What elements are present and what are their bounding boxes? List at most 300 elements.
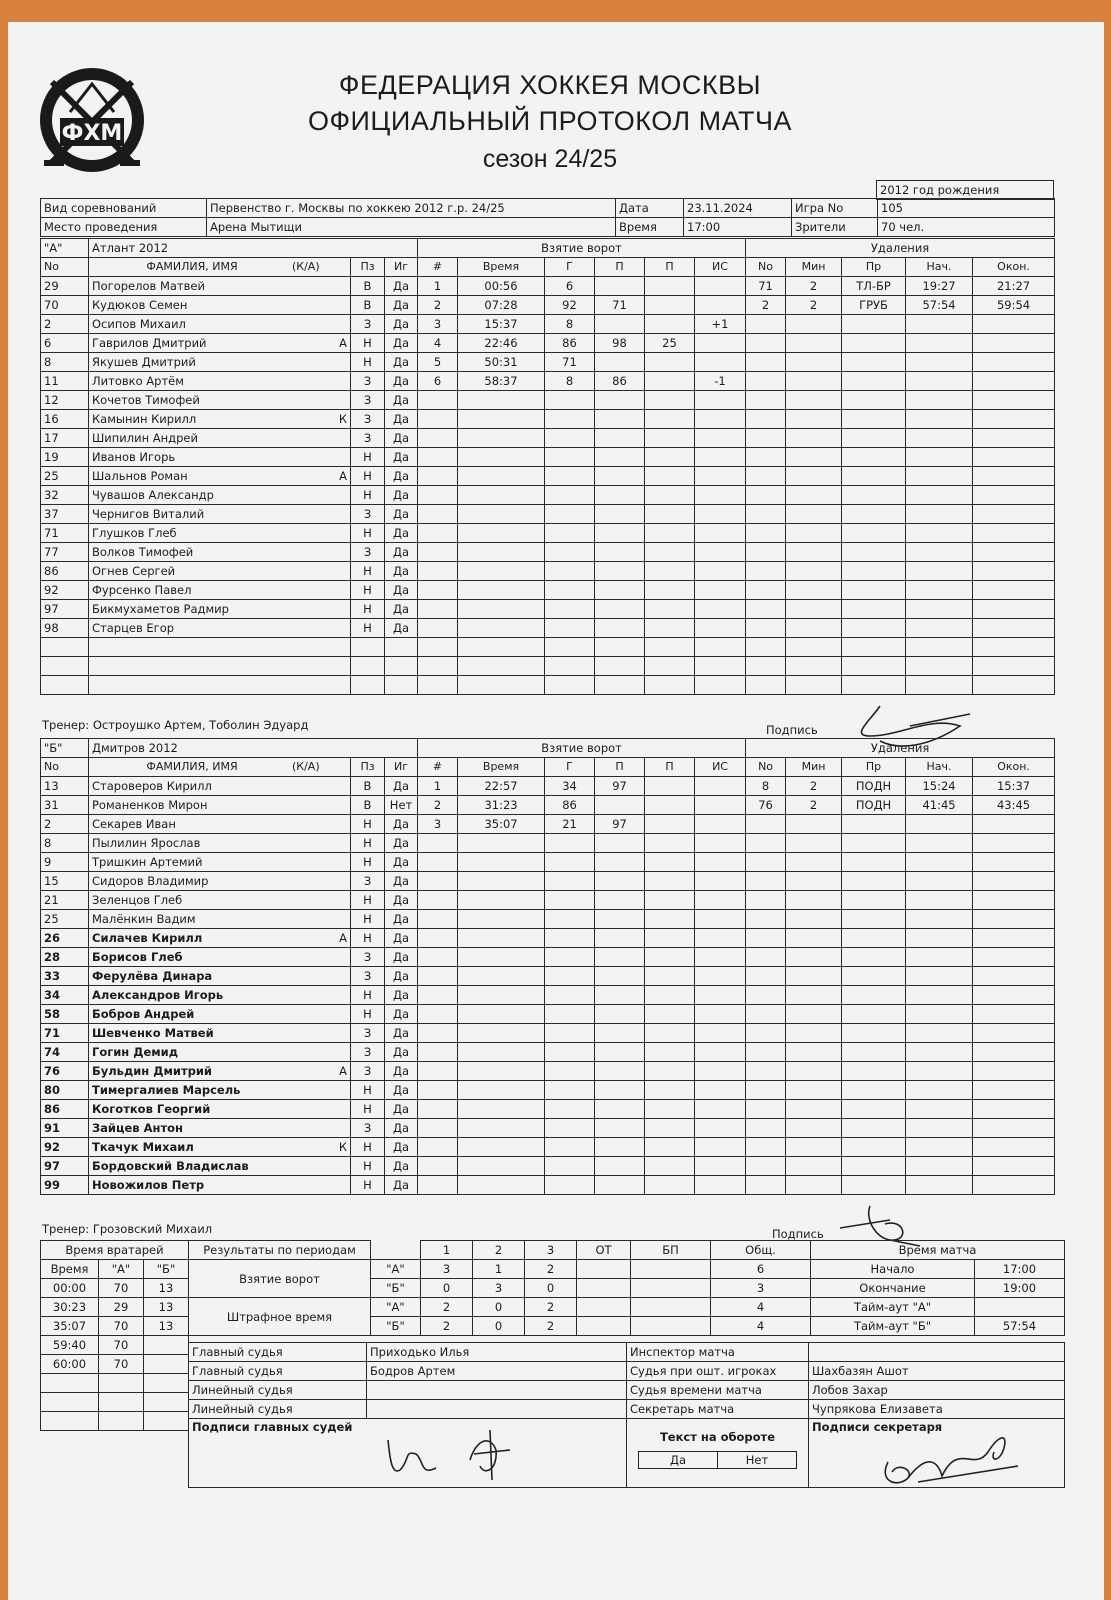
player-number: 86	[41, 1100, 89, 1119]
goal-number	[418, 834, 458, 853]
goal-time	[458, 1024, 545, 1043]
col-goal-assist1-b: П	[595, 758, 645, 777]
goal-time	[458, 1100, 545, 1119]
player-name: Фурсенко Павел	[89, 581, 351, 600]
penalty-end	[973, 619, 1055, 638]
goal-scorer	[545, 967, 595, 986]
penalty-minutes	[786, 1138, 842, 1157]
timeout-a	[975, 1298, 1065, 1317]
goal-strength	[695, 853, 746, 872]
team-b-sign-label: Подпись	[772, 1227, 824, 1241]
goal-number	[418, 467, 458, 486]
penalty-start: 19:27	[906, 277, 973, 296]
goal-assist2	[645, 505, 695, 524]
penalty-reason	[842, 334, 906, 353]
goal-assist2	[645, 353, 695, 372]
team-a-table	[40, 238, 1055, 695]
penbox: Шахбазян Ашот	[809, 1362, 1065, 1381]
player-name: Секарев Иван	[89, 815, 351, 834]
penalty-reason	[842, 676, 906, 695]
col-pen-reason: Пр	[842, 258, 906, 277]
goal-number: 2	[418, 296, 458, 315]
refs-sign-label: Подписи главных судей	[189, 1419, 627, 1488]
goal-assist1	[595, 910, 645, 929]
penalty-start	[906, 600, 973, 619]
goal-strength	[695, 929, 746, 948]
player-position: З	[351, 872, 385, 891]
penalty-reason	[842, 1062, 906, 1081]
penalty-player	[746, 1005, 786, 1024]
player-name: Зайцев Антон	[89, 1119, 351, 1138]
back-text-yes[interactable]: Да	[639, 1452, 718, 1468]
goalie-time-row	[41, 1355, 189, 1374]
penalty-start	[906, 910, 973, 929]
goal-assist1	[595, 1100, 645, 1119]
player-row	[41, 796, 1055, 815]
match-time-table	[810, 1240, 1065, 1336]
timeout-b-label: Тайм-аут "Б"	[811, 1317, 975, 1336]
penalty-minutes	[786, 1119, 842, 1138]
player-number: 25	[41, 910, 89, 929]
penalty-reason	[842, 657, 906, 676]
player-position: Н	[351, 524, 385, 543]
penalty-start	[906, 1081, 973, 1100]
goal-number: 6	[418, 372, 458, 391]
penalty-minutes	[786, 1100, 842, 1119]
goal-number	[418, 524, 458, 543]
goal-scorer	[545, 1081, 595, 1100]
player-position: Н	[351, 619, 385, 638]
penalty-start	[906, 429, 973, 448]
player-played: Да	[385, 581, 418, 600]
goal-time	[458, 505, 545, 524]
penalty-minutes	[786, 948, 842, 967]
player-played: Да	[385, 277, 418, 296]
penalty-start	[906, 410, 973, 429]
penalty-minutes	[786, 429, 842, 448]
penalty-minutes	[786, 967, 842, 986]
penalty-start	[906, 676, 973, 695]
goal-time	[458, 638, 545, 657]
player-name: Бикмухаметов Радмир	[89, 600, 351, 619]
goal-strength	[695, 657, 746, 676]
penalty-minutes	[786, 891, 842, 910]
penalty-player	[746, 1138, 786, 1157]
goal-number	[418, 448, 458, 467]
penalty-player	[746, 929, 786, 948]
player-number: 2	[41, 815, 89, 834]
referee-signatures	[380, 1420, 540, 1486]
penalty-start	[906, 486, 973, 505]
time-label: Время	[616, 218, 684, 237]
col-pen-start-b: Нач.	[906, 758, 973, 777]
player-played: Да	[385, 986, 418, 1005]
spectators: 70 чел.	[878, 218, 1055, 237]
goal-number	[418, 986, 458, 1005]
goal-scorer	[545, 676, 595, 695]
penalty-start	[906, 562, 973, 581]
penalty-end	[973, 891, 1055, 910]
penalty-player	[746, 1176, 786, 1195]
player-number: 11	[41, 372, 89, 391]
gk-time: 30:23	[41, 1298, 99, 1317]
penalty-end	[973, 1100, 1055, 1119]
goal-time	[458, 986, 545, 1005]
penalty-minutes	[786, 1157, 842, 1176]
goal-time	[458, 543, 545, 562]
player-name: Романенков Мирон	[89, 796, 351, 815]
goal-scorer	[545, 1176, 595, 1195]
captain-mark: А	[339, 1064, 347, 1078]
period-total: Общ.	[711, 1241, 811, 1260]
penalties-header: Удаления	[746, 239, 1055, 258]
penalty-end	[973, 1119, 1055, 1138]
player-played: Да	[385, 1119, 418, 1138]
player-row	[41, 929, 1055, 948]
player-row	[41, 524, 1055, 543]
goal-scorer	[545, 467, 595, 486]
goal-assist1	[595, 581, 645, 600]
secretary-label: Секретарь матча	[627, 1400, 809, 1419]
penalty-end	[973, 676, 1055, 695]
goal-scorer	[545, 524, 595, 543]
penalty-end	[973, 1024, 1055, 1043]
penalty-reason	[842, 1138, 906, 1157]
back-text-no[interactable]: Нет	[745, 1453, 769, 1467]
col-pen-start: Нач.	[906, 258, 973, 277]
player-row	[41, 1043, 1055, 1062]
player-played: Да	[385, 1043, 418, 1062]
goal-number	[418, 872, 458, 891]
gk-b	[144, 1393, 189, 1412]
col-pz: Пз	[351, 258, 385, 277]
goal-assist2	[645, 910, 695, 929]
player-played: Да	[385, 853, 418, 872]
goal-time	[458, 600, 545, 619]
period-value: 2	[421, 1317, 473, 1336]
penalty-end	[973, 948, 1055, 967]
goal-assist2	[645, 986, 695, 1005]
gk-b	[144, 1336, 189, 1355]
penalty-end: 43:45	[973, 796, 1055, 815]
team-b-coach: Тренер: Грозовский Михаил	[42, 1222, 213, 1236]
goal-time	[458, 467, 545, 486]
penalty-player	[746, 543, 786, 562]
penalty-end	[973, 929, 1055, 948]
goal-number	[418, 429, 458, 448]
penalty-end	[973, 315, 1055, 334]
player-played: Да	[385, 448, 418, 467]
penalty-start	[906, 543, 973, 562]
penalty-start	[906, 334, 973, 353]
team-b-table	[40, 738, 1055, 1195]
penalty-reason	[842, 315, 906, 334]
player-name: Ткачук Михаил К	[89, 1138, 351, 1157]
player-name: Тимергалиев Марсель	[89, 1081, 351, 1100]
col-ig-b: Иг	[385, 758, 418, 777]
col-goal-is: ИС	[695, 258, 746, 277]
penalty-player	[746, 910, 786, 929]
goal-time	[458, 581, 545, 600]
player-position: З	[351, 543, 385, 562]
goal-number	[418, 1157, 458, 1176]
player-played: Да	[385, 391, 418, 410]
match-time-title: Время матча	[811, 1241, 1065, 1260]
col-goal-scorer-b: Г	[545, 758, 595, 777]
penalty-player	[746, 638, 786, 657]
goal-scorer	[545, 910, 595, 929]
period-bp: БП	[631, 1241, 711, 1260]
player-played: Да	[385, 948, 418, 967]
goal-scorer: 86	[545, 796, 595, 815]
penalty-player	[746, 986, 786, 1005]
lin2	[367, 1400, 627, 1419]
period-value: 0	[421, 1279, 473, 1298]
player-played: Да	[385, 543, 418, 562]
player-position: Н	[351, 929, 385, 948]
goal-number	[418, 410, 458, 429]
goal-assist1	[595, 676, 645, 695]
player-number: 91	[41, 1119, 89, 1138]
col-goal-scorer: Г	[545, 258, 595, 277]
goal-strength	[695, 543, 746, 562]
player-played: Да	[385, 410, 418, 429]
ref2-label: Главный судья	[189, 1362, 367, 1381]
goal-assist2	[645, 777, 695, 796]
goal-scorer	[545, 638, 595, 657]
goal-strength	[695, 1157, 746, 1176]
player-row	[41, 1157, 1055, 1176]
gk-b	[144, 1412, 189, 1431]
captain-mark: К	[338, 1140, 347, 1154]
player-number: 74	[41, 1043, 89, 1062]
goal-assist1	[595, 872, 645, 891]
penalty-player	[746, 334, 786, 353]
team-a-name: Атлант 2012	[89, 239, 418, 258]
goal-assist1	[595, 1024, 645, 1043]
game-number: 105	[878, 199, 1055, 218]
player-number: 92	[41, 1138, 89, 1157]
penalty-minutes	[786, 372, 842, 391]
goal-scorer	[545, 410, 595, 429]
penalty-start	[906, 1062, 973, 1081]
goal-strength	[695, 353, 746, 372]
player-position: Н	[351, 986, 385, 1005]
player-name: Коготков Георгий	[89, 1100, 351, 1119]
goal-assist2	[645, 429, 695, 448]
player-position: З	[351, 315, 385, 334]
goal-assist1	[595, 1119, 645, 1138]
goal-scorer	[545, 600, 595, 619]
col-goal-assist2: П	[645, 258, 695, 277]
team-b-name: Дмитров 2012	[89, 739, 418, 758]
goal-number	[418, 1176, 458, 1195]
goal-assist2	[645, 1176, 695, 1195]
goal-scorer	[545, 429, 595, 448]
period-ot: ОТ	[577, 1241, 631, 1260]
penalty-start	[906, 891, 973, 910]
goal-scorer	[545, 1157, 595, 1176]
goal-number	[418, 1005, 458, 1024]
penalty-player	[746, 429, 786, 448]
goal-number	[418, 619, 458, 638]
player-position: З	[351, 1119, 385, 1138]
player-number: 76	[41, 1062, 89, 1081]
player-row	[41, 910, 1055, 929]
penalty-player	[746, 562, 786, 581]
player-name: Зеленцов Глеб	[89, 891, 351, 910]
goal-strength	[695, 910, 746, 929]
col-pen-no-b: No	[746, 758, 786, 777]
penalty-reason	[842, 638, 906, 657]
player-played: Да	[385, 891, 418, 910]
penalty-start	[906, 657, 973, 676]
player-name: Александров Игорь	[89, 986, 351, 1005]
penalty-minutes	[786, 562, 842, 581]
player-number: 37	[41, 505, 89, 524]
goal-number	[418, 657, 458, 676]
player-row	[41, 815, 1055, 834]
goal-assist1	[595, 391, 645, 410]
player-row	[41, 448, 1055, 467]
lin1-label: Линейный судья	[189, 1381, 367, 1400]
goalie-time-row	[41, 1393, 189, 1412]
goal-assist1	[595, 1176, 645, 1195]
goal-strength	[695, 562, 746, 581]
goal-time: 22:57	[458, 777, 545, 796]
penalty-start	[906, 948, 973, 967]
penalty-start	[906, 1024, 973, 1043]
player-number: 29	[41, 277, 89, 296]
player-name: Чувашов Александр	[89, 486, 351, 505]
goal-scorer	[545, 543, 595, 562]
player-name: Старцев Егор	[89, 619, 351, 638]
penalty-minutes	[786, 815, 842, 834]
player-row	[41, 505, 1055, 524]
player-position: В	[351, 777, 385, 796]
goal-strength	[695, 815, 746, 834]
goal-assist1	[595, 315, 645, 334]
goal-time	[458, 1138, 545, 1157]
goal-assist1	[595, 505, 645, 524]
inspector	[809, 1343, 1065, 1362]
penalty-end	[973, 505, 1055, 524]
player-row	[41, 467, 1055, 486]
goal-assist2	[645, 1043, 695, 1062]
team-a-sign-label: Подпись	[766, 723, 818, 737]
penalty-reason	[842, 391, 906, 410]
col-name: ФАМИЛИЯ, ИМЯ (К/А)	[89, 258, 351, 277]
player-position: Н	[351, 467, 385, 486]
penalty-player	[746, 372, 786, 391]
penalty-reason	[842, 815, 906, 834]
goal-strength	[695, 277, 746, 296]
timekeeper-label: Судья времени матча	[627, 1381, 809, 1400]
goal-assist2	[645, 619, 695, 638]
player-number	[41, 657, 89, 676]
federation-title: ФЕДЕРАЦИЯ ХОККЕЯ МОСКВЫ	[338, 70, 762, 100]
col-goal-num: #	[418, 258, 458, 277]
player-row	[41, 1100, 1055, 1119]
goal-assist2	[645, 1024, 695, 1043]
penalty-reason	[842, 486, 906, 505]
goalie-time-row	[41, 1298, 189, 1317]
goal-assist1: 97	[595, 815, 645, 834]
penalty-player	[746, 891, 786, 910]
player-played: Да	[385, 334, 418, 353]
time: 17:00	[684, 218, 792, 237]
goal-assist2	[645, 448, 695, 467]
player-played: Да	[385, 1024, 418, 1043]
goal-assist1	[595, 986, 645, 1005]
penalty-reason	[842, 967, 906, 986]
player-name: Гогин Демид	[89, 1043, 351, 1062]
penalty-start	[906, 581, 973, 600]
player-name: Кочетов Тимофей	[89, 391, 351, 410]
goal-time	[458, 1081, 545, 1100]
penalty-end	[973, 467, 1055, 486]
goal-time: 35:07	[458, 815, 545, 834]
goal-time	[458, 1157, 545, 1176]
goal-strength	[695, 581, 746, 600]
goalie-time-row	[41, 1336, 189, 1355]
col-goal-is-b: ИС	[695, 758, 746, 777]
penbox-label: Судья при ошт. игроках	[627, 1362, 809, 1381]
penalty-start	[906, 638, 973, 657]
player-number: 25	[41, 467, 89, 486]
timeout-b: 57:54	[975, 1317, 1065, 1336]
player-number: 13	[41, 777, 89, 796]
player-played: Да	[385, 562, 418, 581]
goal-assist2	[645, 1157, 695, 1176]
penalty-end	[973, 1062, 1055, 1081]
penalty-minutes: 2	[786, 296, 842, 315]
goal-strength	[695, 334, 746, 353]
col-goal-assist1: П	[595, 258, 645, 277]
goal-assist1	[595, 486, 645, 505]
penalty-reason	[842, 448, 906, 467]
penalty-reason	[842, 467, 906, 486]
birth-year-box	[876, 180, 1054, 200]
goal-assist1	[595, 619, 645, 638]
penalty-minutes	[786, 657, 842, 676]
penalty-end	[973, 834, 1055, 853]
col-goal-assist2-b: П	[645, 758, 695, 777]
player-name: Бульдин Дмитрий А	[89, 1062, 351, 1081]
player-name	[89, 657, 351, 676]
gk-a: 70	[99, 1336, 144, 1355]
goal-assist1	[595, 277, 645, 296]
player-row	[41, 1005, 1055, 1024]
goal-scorer: 34	[545, 777, 595, 796]
penalty-player	[746, 581, 786, 600]
goal-number	[418, 1119, 458, 1138]
goal-assist1: 71	[595, 296, 645, 315]
player-played	[385, 657, 418, 676]
player-row	[41, 948, 1055, 967]
goal-assist1	[595, 524, 645, 543]
goal-assist2	[645, 315, 695, 334]
player-row	[41, 777, 1055, 796]
goal-strength	[695, 1081, 746, 1100]
period-row-label: Взятие ворот	[189, 1260, 371, 1298]
goal-strength	[695, 834, 746, 853]
ref1: Приходько Илья	[367, 1343, 627, 1362]
player-number: 8	[41, 353, 89, 372]
player-number: 32	[41, 486, 89, 505]
penalty-player	[746, 353, 786, 372]
goal-time	[458, 1176, 545, 1195]
